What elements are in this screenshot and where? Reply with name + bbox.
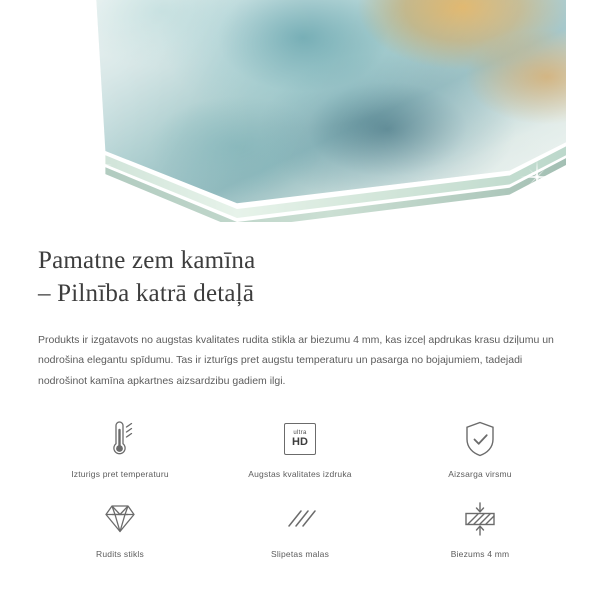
- headline-line-2: – Pilnība katrā detaļā: [38, 280, 255, 307]
- thermometer-icon: [103, 417, 137, 461]
- feature-item-polished-edges: [210, 497, 390, 559]
- hero-image: [0, 0, 600, 222]
- feature-item-surface-protection: [390, 417, 570, 479]
- diamond-icon: [100, 497, 140, 541]
- content-section: [0, 222, 600, 391]
- polished-edges-icon: [281, 497, 319, 541]
- feature-label: Slipetas malas: [270, 549, 330, 560]
- feature-label: Aizsarga virsmu: [448, 469, 512, 480]
- feature-label: Augstas kvalitates izdruka: [248, 469, 352, 480]
- badge-bottom-text: HD: [292, 436, 308, 449]
- feature-label: Rudits stikls: [96, 549, 144, 560]
- feature-item-print-quality: [210, 417, 390, 479]
- feature-label: Izturigs pret temperaturu: [71, 469, 169, 480]
- description-paragraph: Produkts ir izgatavots no augstas kvalitates rudita stikla ar biezumu 4 mm, kas izceļ apdrukas krasu dziļumu un nodrošina elegantu spīdumu. Tas ir izturīgs pret augstu temperaturu un pasarga no bojajumiem, tadejadi nodrošinot kamīna apkartnes aizsardzibu gadiem ilgi.: [38, 334, 554, 387]
- ultra-hd-badge-icon: [284, 417, 316, 461]
- headline-line-1: Pamatne zem kamīna: [38, 247, 256, 274]
- badge-top-text: ultra: [293, 430, 307, 437]
- feature-item-thickness: [390, 497, 570, 559]
- feature-item-temperature: [30, 417, 210, 479]
- feature-item-tempered-glass: [30, 497, 210, 559]
- feature-label: Biezums 4 mm: [450, 549, 510, 560]
- feature-grid: [0, 417, 600, 559]
- thickness-arrows-icon: [460, 497, 500, 541]
- page-title: [38, 244, 562, 310]
- shield-check-icon: [464, 417, 496, 461]
